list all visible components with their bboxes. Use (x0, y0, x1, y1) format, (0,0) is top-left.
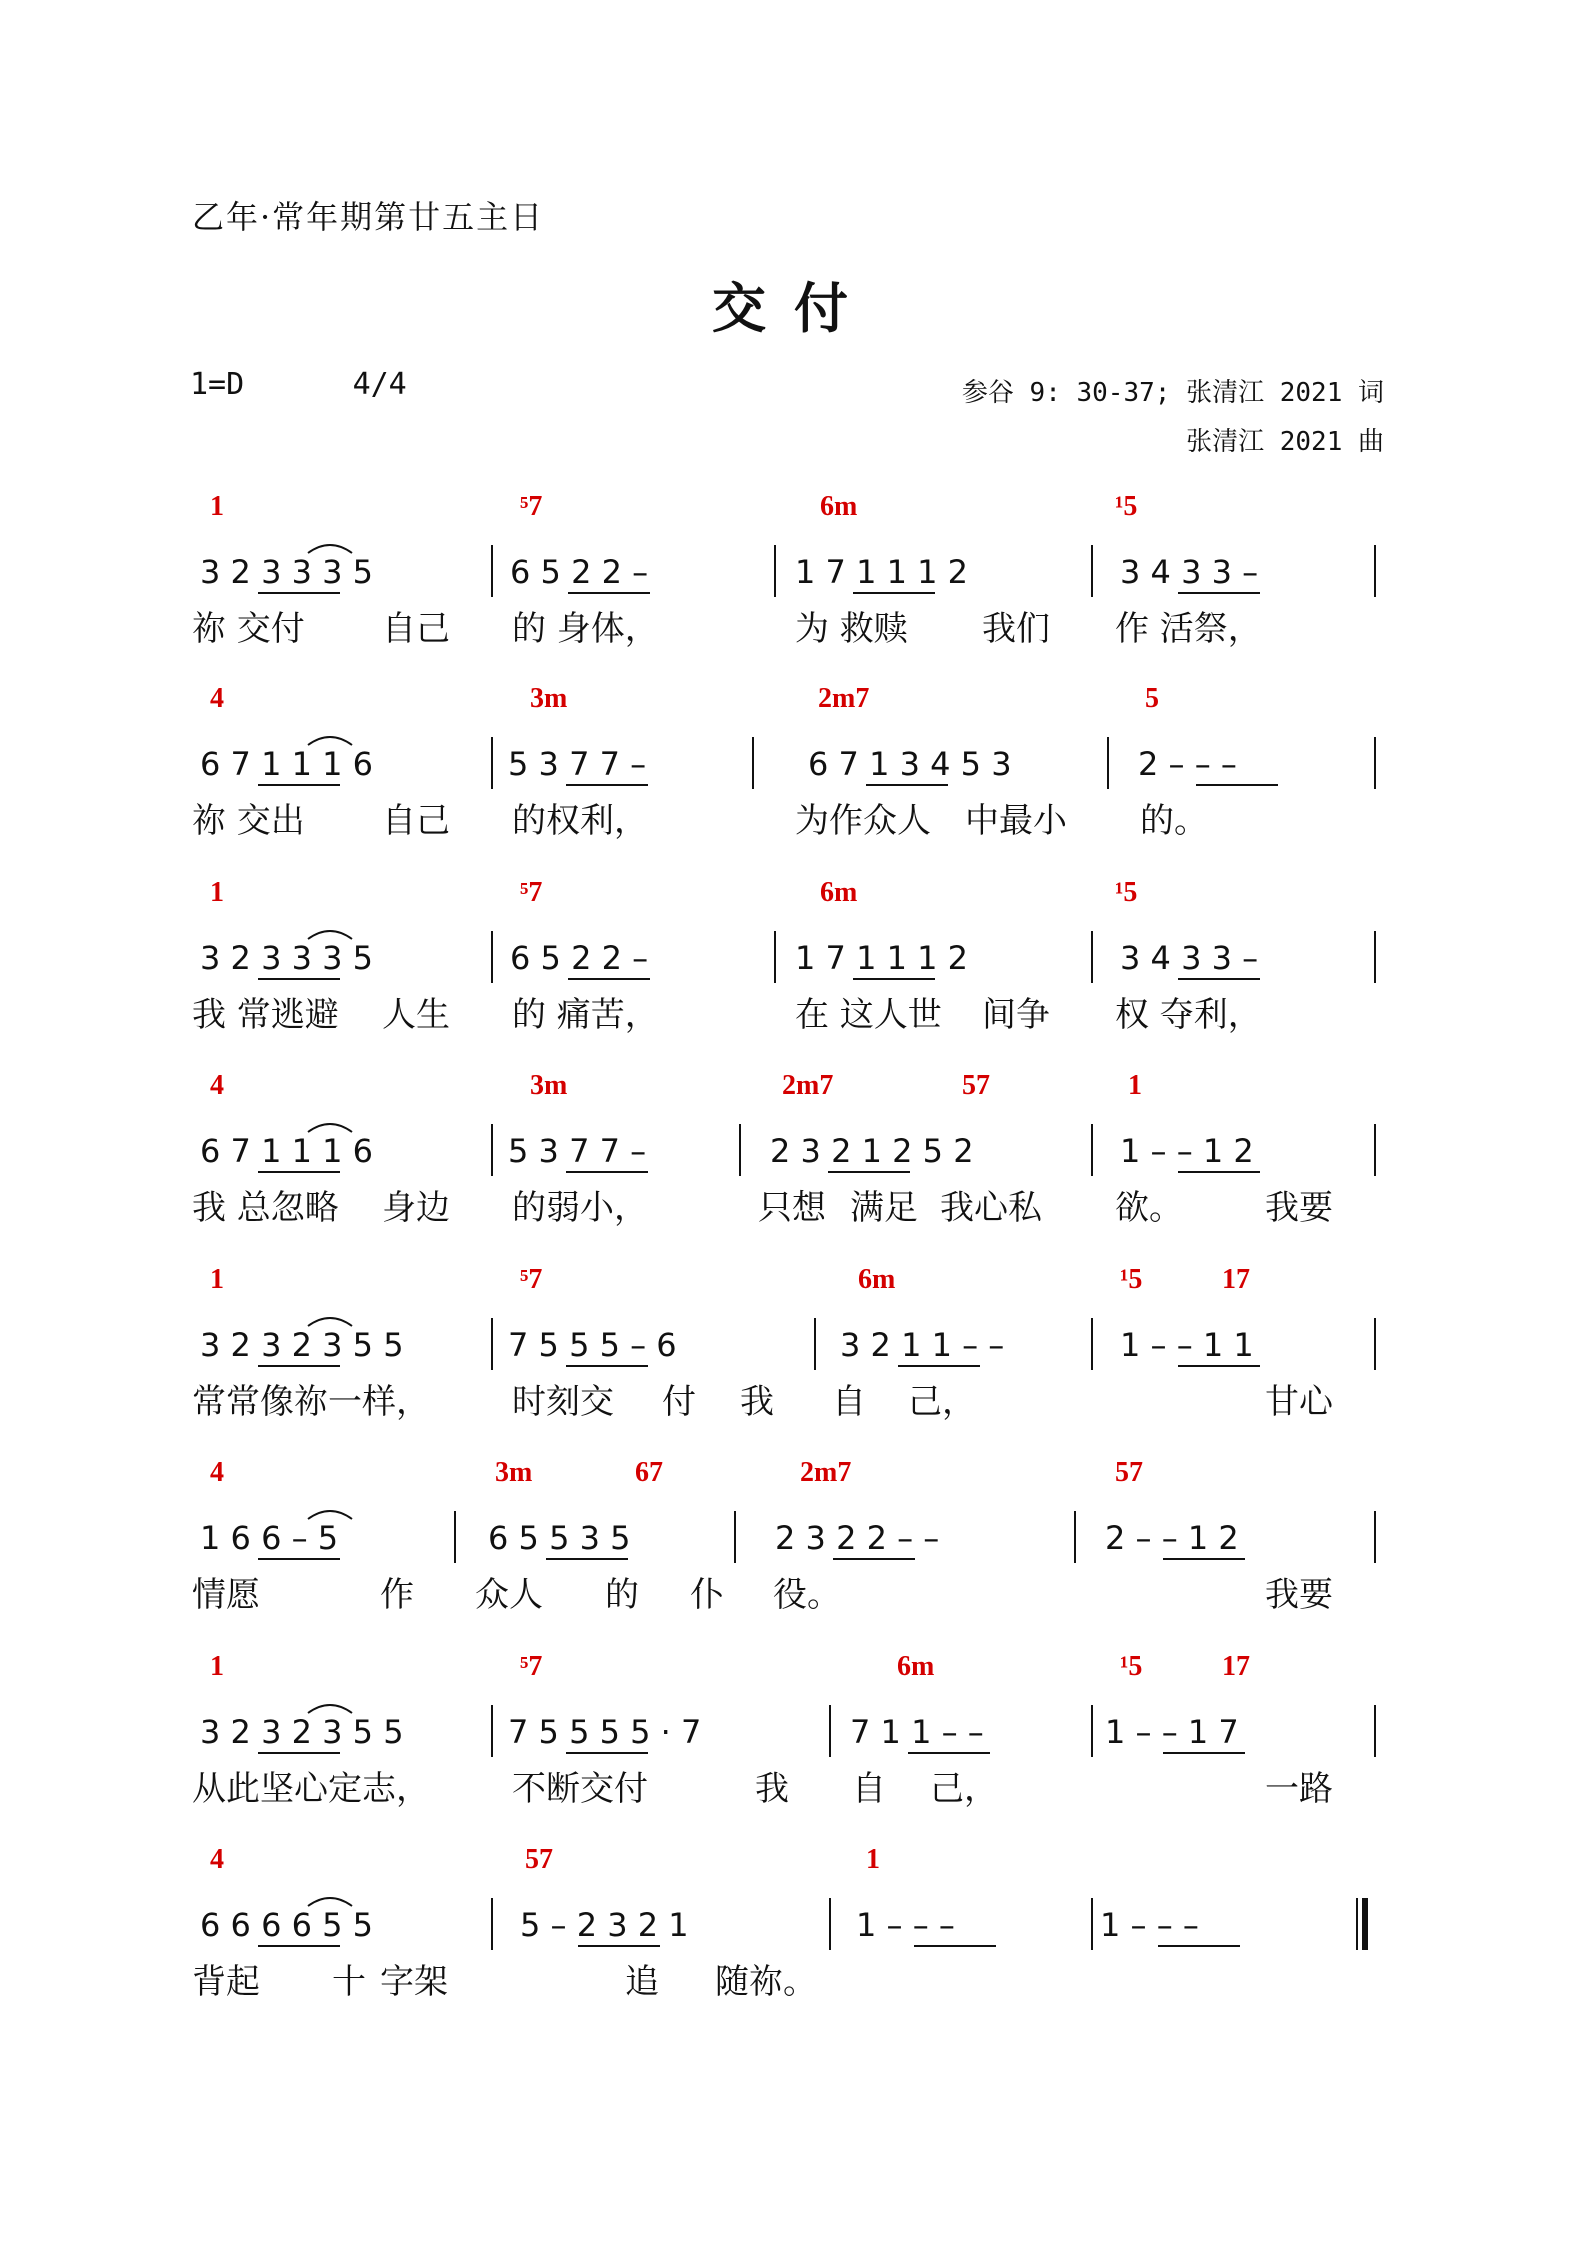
chord-symbol: ¹5 (1120, 1651, 1143, 1682)
lyric-word: 十 (332, 1962, 366, 2002)
notation-measure: 7 5 5 5 5 · 7 (508, 1713, 702, 1751)
chord-symbol: 17 (1222, 1651, 1250, 1682)
lyric-word: 人生 (382, 995, 450, 1035)
chord-symbol: 2m7 (818, 683, 870, 714)
lyric-word: 役。 (773, 1575, 841, 1615)
lyric-word: 的。 (1140, 801, 1208, 841)
lyric-word: 我 总忽略 (192, 1188, 339, 1228)
lyric-word: 自己 (382, 801, 450, 841)
lyric-word: 不断交付 (512, 1769, 648, 1809)
notation-measure: 6 5 2 2 – (510, 553, 649, 591)
chord-symbol: 57 (1115, 1457, 1143, 1488)
slur-arc (308, 737, 352, 745)
slur-arc (308, 931, 352, 939)
lyric-word: 间争 (982, 995, 1050, 1035)
slur-arc (308, 1124, 352, 1132)
lyric-word: 情愿 (192, 1575, 260, 1615)
chord-symbol: 4 (210, 1070, 224, 1101)
notation-measure: 3 2 3 2 3 5 5 (200, 1713, 404, 1751)
lyric-word: 我要 (1265, 1575, 1333, 1615)
lyric-word: 祢 交付 (192, 609, 305, 649)
notation-measure: 7 5 5 5 – 6 (508, 1326, 677, 1364)
notation-measure: 6 7 1 1 1 6 (200, 745, 374, 783)
notation-measure: 3 4 3 3 – (1120, 939, 1259, 977)
lyric-word: 己， (930, 1769, 998, 1809)
chord-symbol: 1 (1128, 1070, 1142, 1101)
lyric-word: 祢 交出 (192, 801, 305, 841)
lyric-word: 自己 (382, 609, 450, 649)
lyric-word: 我 (755, 1769, 789, 1809)
lyric-word: 满足 (850, 1188, 918, 1228)
lyric-word: 我要 (1265, 1188, 1333, 1228)
lyric-word: 作 (380, 1575, 414, 1615)
chord-symbol: 57 (962, 1070, 990, 1101)
chord-symbol: 1 (210, 1651, 224, 1682)
lyric-word: 从此坚心定志， (192, 1769, 430, 1809)
lyric-word: 己， (908, 1382, 976, 1422)
chord-symbol: 17 (1222, 1264, 1250, 1295)
chord-symbol: 4 (210, 1457, 224, 1488)
lyric-word: 在 这人世 (795, 995, 942, 1035)
slur-arc (308, 1318, 352, 1326)
chord-symbol: 67 (635, 1457, 663, 1488)
lyric-word: 付 (662, 1382, 696, 1422)
lyric-word: 自 (852, 1769, 886, 1809)
notation-measure: 3 2 3 3 3 5 (200, 939, 374, 977)
lyric-word: 众人 (475, 1575, 543, 1615)
notation-measure: 6 7 1 3 4 5 3 (808, 745, 1012, 783)
notation-measure: 5 3 7 7 – (508, 1132, 647, 1170)
lyric-word: 中最小 (965, 801, 1067, 841)
notation-measure: 2 3 2 1 2 5 2 (770, 1132, 974, 1170)
lyric-word: 背起 (192, 1962, 260, 2002)
notation-measure: 3 4 3 3 – (1120, 553, 1259, 591)
notation-measure: 1 – – 1 2 (1120, 1132, 1254, 1170)
chord-symbol: 1 (210, 491, 224, 522)
lyric-word: 一路 (1265, 1769, 1333, 1809)
chord-symbol: 1 (866, 1844, 880, 1875)
notation-measure: 3 2 1 1 – – (840, 1326, 1005, 1364)
song-title: 交付 (712, 277, 876, 340)
chord-symbol: 6m (820, 877, 858, 908)
chord-symbol: 5 (1145, 683, 1159, 714)
lyric-word: 仆 (690, 1575, 724, 1615)
chord-symbol: ⁵7 (520, 1651, 543, 1682)
notation-measure: 2 3 2 2 – – (775, 1519, 940, 1557)
notation-measure: 1 6 6 – 5 (200, 1519, 339, 1557)
lyric-word: 为作众人 (795, 801, 931, 841)
slur-arc (308, 1898, 352, 1906)
chord-symbol: 3m (495, 1457, 533, 1488)
lyric-word: 作 活祭， (1115, 609, 1262, 649)
key-signature: 1=D (190, 367, 245, 402)
chord-symbol: 3m (530, 1070, 568, 1101)
lyric-word: 追 (625, 1962, 659, 2002)
slur-arc (308, 1705, 352, 1713)
lyric-word: 权 夺利， (1115, 995, 1262, 1035)
lyric-word: 身边 (382, 1188, 450, 1228)
chord-symbol: 4 (210, 683, 224, 714)
lyric-word: 时刻交 (512, 1382, 614, 1422)
notation-measure: 6 7 1 1 1 6 (200, 1132, 374, 1170)
music-credit: 张清江 2021 曲 (1186, 427, 1384, 457)
time-signature: 4/4 (352, 367, 407, 402)
lyric-word: 的权利， (512, 801, 648, 841)
chord-symbol: ¹5 (1115, 491, 1138, 522)
chord-symbol: 6m (858, 1264, 896, 1295)
notation-measure: 5 – 2 3 2 1 (520, 1906, 689, 1944)
lyric-word: 的 身体， (512, 609, 659, 649)
notation-measure: 7 1 1 – – (850, 1713, 984, 1751)
chord-symbol: 2m7 (800, 1457, 852, 1488)
lyric-word: 的 (605, 1575, 639, 1615)
lyric-word: 我心私 (940, 1188, 1042, 1228)
chord-symbol: 3m (530, 683, 568, 714)
notation-measure: 2 – – 1 2 (1105, 1519, 1239, 1557)
lyric-word: 随祢。 (715, 1962, 817, 2002)
notation-measure: 2 – – – (1138, 745, 1237, 783)
chord-symbol: 57 (525, 1844, 553, 1875)
lyric-word: 我 常逃避 (192, 995, 339, 1035)
slur-arc (308, 545, 352, 553)
chord-symbol: ¹5 (1115, 877, 1138, 908)
notation-measure: 1 7 1 1 1 2 (795, 939, 969, 977)
notation-measure: 3 2 3 3 3 5 (200, 553, 374, 591)
notation-measure: 5 3 7 7 – (508, 745, 647, 783)
lyric-word: 我们 (982, 609, 1050, 649)
chord-symbol: 1 (210, 1264, 224, 1295)
lyric-word: 欲。 (1115, 1188, 1183, 1228)
lyric-word: 常常像祢一样， (192, 1382, 430, 1422)
chord-symbol: ⁵7 (520, 1264, 543, 1295)
lyric-word: 为 救赎 (795, 609, 908, 649)
notation-measure: 1 – – 1 1 (1120, 1326, 1254, 1364)
notation-measure: 6 5 2 2 – (510, 939, 649, 977)
notation-measure: 1 – – – (1100, 1906, 1199, 1944)
notation-measure: 3 2 3 2 3 5 5 (200, 1326, 404, 1364)
notation-measure: 6 5 5 3 5 (488, 1519, 631, 1557)
chord-symbol: ⁵7 (520, 491, 543, 522)
lyric-word: 甘心 (1265, 1382, 1333, 1422)
lyric-word: 的弱小， (512, 1188, 648, 1228)
notation-measure: 1 – – – (856, 1906, 955, 1944)
chord-symbol: 6m (820, 491, 858, 522)
occasion-label: 乙年·常年期第廿五主日 (192, 198, 545, 236)
chord-symbol: 4 (210, 1844, 224, 1875)
notation-measure: 1 7 1 1 1 2 (795, 553, 969, 591)
lyric-word: 字架 (380, 1962, 448, 2002)
chord-symbol: ¹5 (1120, 1264, 1143, 1295)
notation-measure: 1 – – 1 7 (1105, 1713, 1239, 1751)
chord-symbol: 6m (897, 1651, 935, 1682)
notation-measure: 6 6 6 6 5 5 (200, 1906, 374, 1944)
chord-symbol: ⁵7 (520, 877, 543, 908)
chord-symbol: 1 (210, 877, 224, 908)
lyric-word: 的 痛苦， (512, 995, 659, 1035)
lyric-word: 自 (832, 1382, 866, 1422)
chord-symbol: 2m7 (782, 1070, 834, 1101)
slur-arc (308, 1511, 352, 1519)
lyric-word: 我 (740, 1382, 774, 1422)
lyrics-credit: 参谷 9: 30-37; 张清江 2021 词 (961, 378, 1384, 408)
lyric-word: 只想 (758, 1188, 826, 1228)
